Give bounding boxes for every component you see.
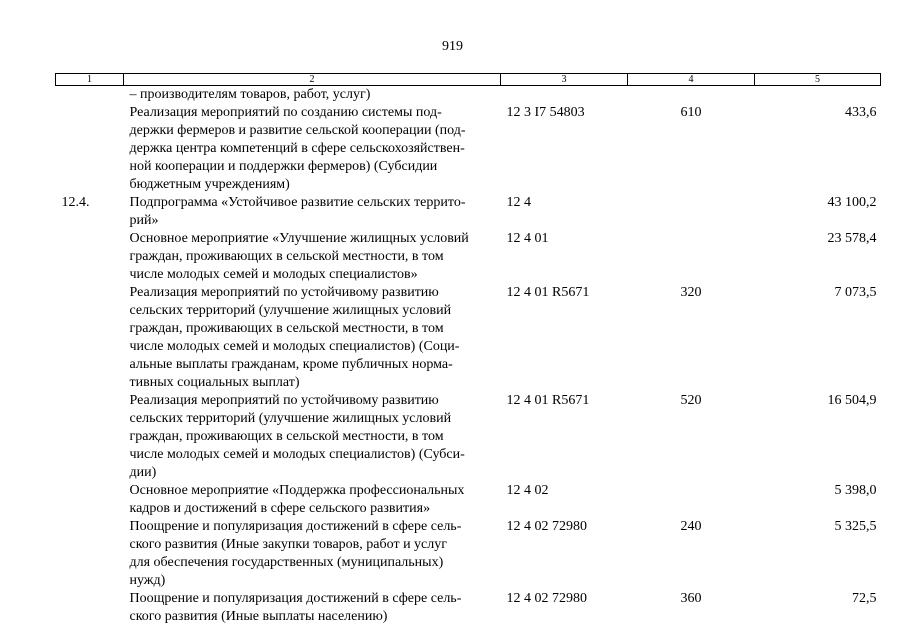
table-body	[56, 86, 881, 627]
row-code: 12 4 01 R5671	[506, 285, 590, 300]
row-amount	[755, 86, 881, 105]
row-amount: 72,5	[852, 591, 877, 606]
row-amount: 16 504,9	[827, 393, 877, 408]
row-code: 12 4 01	[506, 231, 549, 246]
row-type	[628, 482, 755, 518]
row-number: 12.4.	[61, 195, 90, 210]
table-row	[56, 230, 881, 284]
row-type: 240	[680, 519, 702, 534]
row-code: 12 4 02 72980	[506, 591, 587, 606]
table-row	[56, 284, 881, 392]
header-row	[56, 74, 881, 86]
header-cell-2: 2	[124, 74, 501, 86]
row-code: 12 4 02	[506, 483, 549, 498]
row-type: 360	[680, 591, 702, 606]
row-number	[56, 284, 124, 392]
row-code	[501, 86, 628, 105]
row-amount: 5 325,5	[834, 519, 877, 534]
table-row	[56, 590, 881, 626]
table-row	[56, 482, 881, 518]
budget-table	[55, 73, 881, 626]
row-name: Реализация мероприятий по устойчивому развитию сельских территорий (улучшение жилищных условий граждан, проживающих в сельской местности, в том числе молодых семей и молодых специалистов) (Соци- альные выплаты гражданам, кроме публичных норма- тивных социальных выплат)	[129, 285, 460, 390]
row-type	[628, 194, 755, 230]
page-number: 919	[442, 39, 463, 54]
row-name: Поощрение и популяризация достижений в сфере сель- ского развития (Иные выплаты населению)	[129, 591, 462, 624]
table-header	[56, 74, 881, 86]
header-cell-5: 5	[755, 74, 881, 86]
table-row	[56, 194, 881, 230]
row-code: 12 4 02 72980	[506, 519, 587, 534]
row-type	[628, 86, 755, 105]
row-name: Реализация мероприятий по созданию системы под- держки фермеров и развитие сельской кооперации (под- держка центра компетенций в сфере сельскохозяйствен- ной кооперации и поддержки фермеров) (Субсидии бюджетным учреждениям)	[129, 105, 466, 192]
row-number	[56, 518, 124, 590]
table-row	[56, 518, 881, 590]
row-amount: 43 100,2	[827, 195, 877, 210]
header-cell-4: 4	[628, 74, 755, 86]
row-type: 320	[680, 285, 702, 300]
row-code: 12 4 01 R5671	[506, 393, 590, 408]
row-amount: 23 578,4	[827, 231, 877, 246]
row-name: Подпрограмма «Устойчивое развитие сельских террито- рий»	[129, 195, 466, 228]
row-number	[56, 590, 124, 626]
row-code: 12 4	[506, 195, 531, 210]
row-name: Реализация мероприятий по устойчивому развитию сельских территорий (улучшение жилищных условий граждан, проживающих в сельской местности, в том числе молодых семей и молодых специалистов) (Субси- дии)	[129, 393, 465, 480]
row-type: 520	[680, 393, 702, 408]
row-amount: 5 398,0	[834, 483, 877, 498]
row-name: Основное мероприятие «Улучшение жилищных условий граждан, проживающих в сельской местности, в том числе молодых семей и молодых специалистов»	[129, 231, 469, 282]
table-row	[56, 104, 881, 194]
header-cell-1: 1	[56, 74, 124, 86]
row-number	[56, 392, 124, 482]
row-number	[56, 104, 124, 194]
table-row	[56, 392, 881, 482]
row-name: – производителям товаров, работ, услуг)	[129, 87, 371, 102]
header-cell-3: 3	[501, 74, 628, 86]
row-name: Поощрение и популяризация достижений в сфере сель- ского развития (Иные закупки товаров, работ и услуг для обеспечения государственных (муниципальных) нужд)	[129, 519, 462, 588]
row-type	[628, 230, 755, 284]
row-type: 610	[680, 105, 702, 120]
row-number	[56, 86, 124, 105]
row-code: 12 3 I7 54803	[506, 105, 585, 120]
row-number	[56, 482, 124, 518]
row-amount: 433,6	[845, 105, 877, 120]
row-number	[56, 230, 124, 284]
row-name: Основное мероприятие «Поддержка профессиональных кадров и достижений в сфере сельского развития»	[129, 483, 465, 516]
table-row	[56, 86, 881, 105]
row-amount: 7 073,5	[834, 285, 877, 300]
